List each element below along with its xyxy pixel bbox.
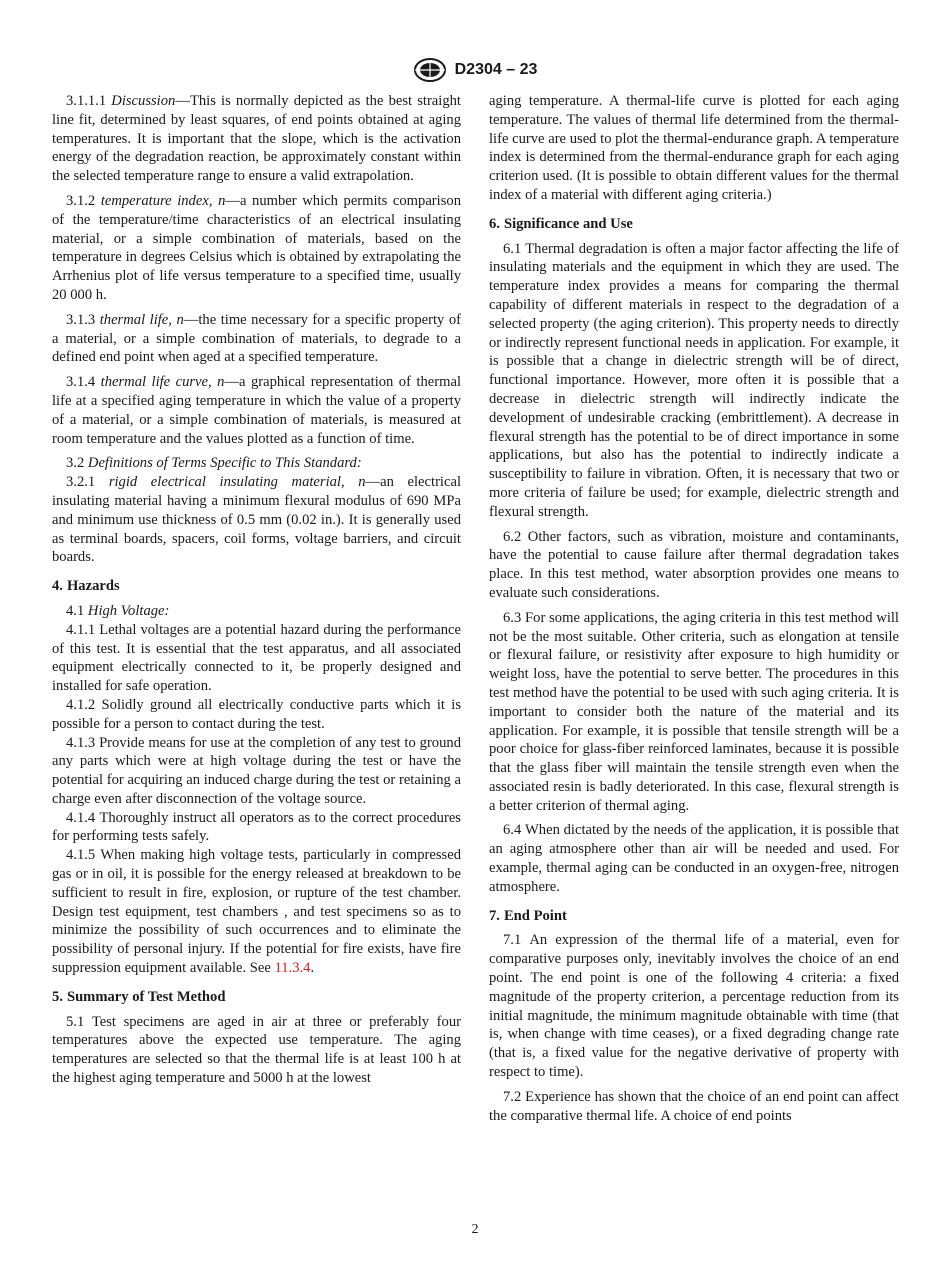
paragraph-6-2: 6.2 Other factors, such as vibration, moisture and contaminants, have the potential to cause failure after thermal degradation takes place. In this test method, water absorption provides one means to evaluate such considerations. (489, 528, 899, 601)
left-column (52, 92, 461, 1094)
astm-logo-icon (413, 58, 447, 82)
paragraph-7-1: 7.1 An expression of the thermal life of a material, even for comparative purposes only, inevitably involves the choice of an end point. The end point is one of the following 4 criteria: a fixed magnitude of the property criterion, a percentage reduction from its initial magnitude, the minimum magnitude obtainable with time (that is, when change with time ceases), or a fixed degrading change rate (that is, a fixed value for the negative derivative of property with respect to time). (489, 932, 899, 1081)
section-link-11-3-4[interactable]: 11.3.4 (274, 960, 311, 977)
paragraph-6-4: 6.4 When dictated by the needs of the application, it is possible that an aging atmosphere other than air will be needed and used. For example, thermal aging can be conducted in an oxygen-free, nitrogen atmosphere. (489, 822, 900, 895)
paragraph-6-1: 6.1 Thermal degradation is often a major factor affecting the life of insulating materials and the equipment in which they are used. The temperature index provides a means for comparing the thermal capability of different materials in respect to the degradation of a selected property (the aging criterion). This property needs to directly or indirectly represent functional needs in application. For example, it is possible that a change in dielectric strength will be of direct, functional importance. However, more often it is possible that a decrease in dielectric strength will indirectly indicate the development of undesirable cracking (embrittlement). A decrease in flexural strength has the potential to be of direct importance in some applications, but also has the potential to indirectly indicate a susceptibility to failure in vibration. Often, it is necessary that two or more criteria of failure be used; for example, dielectric strength and flexural strength. (489, 240, 899, 520)
page-number: 2 (471, 1222, 479, 1237)
section-heading-end-point: 7. End Point (489, 907, 567, 924)
paragraph-4-1-3: 4.1.3 Provide means for use at the completion of any test to ground any parts which were at high voltage during the test or have the potential for acquiring an induced charge during the test or retaining a charge even after disconnection of the voltage source. (52, 734, 461, 807)
paragraph-6-3: 6.3 For some applications, the aging criteria in this test method will not be the most suitable. Other criteria, such as elongation at tensile or flexural failure, or resistivity after exposure to high humidity or weight loss, have the potential to serve better. The procedures in this test method have the potential to be used with such aging criteria. It is important to consider both the nature of the material and its application. For example, it is possible that tensile strength will be a poor choice for glass-fiber reinforced laminates, because it is possible that the glass fiber will maintain the tensile strength even when the associated resin is badly deteriorated. In this case, flexural strength is a better criterion of thermal aging. (489, 609, 899, 814)
paragraph-3-1-4: 3.1.4 thermal life curve, n—a graphical representation of thermal life at a specified aging temperature in which the value of a property of a material, or a simple combination of materials, is measured at room temperature and the values plotted as a function of time. (52, 374, 461, 447)
document-id: D2304 – 23 (454, 61, 538, 78)
section-heading-hazards: 4. Hazards (52, 578, 120, 595)
paragraph-7-2: 7.2 Experience has shown that the choice of an end point can affect the comparative thermal life. A choice of end points (489, 1088, 899, 1124)
paragraph-3-2-1: 3.2.1 rigid electrical insulating material, n—an electrical insulating material having a minimum flexural modulus of 690 MPa and minimum use thickness of 0.5 mm (0.02 in.). It is generally used as terminal boards, spacers, coil forms, voltage barriers, and circuit boards. (52, 474, 461, 566)
paragraph-3-1-2: 3.1.2 temperature index, n—a number which permits comparison of the temperature/time characteristics of an electrical insulating material, or a simple combination of materials, based on the temperature in degrees Celsius which is obtained by extrapolating the Arrhenius plot of life versus temperature to a specified time, usually 20 000 h. (52, 192, 461, 303)
paragraph-4-1-1: 4.1.1 Lethal voltages are a potential hazard during the performance of this test. It is essential that the test apparatus, and all associated equipment electrically connected to it, be properly designed and installed for safe operation. (52, 621, 461, 695)
paragraph-4-1-4: 4.1.4 Thoroughly instruct all operators as to the correct procedures for performing tests safely. (52, 809, 461, 845)
paragraph-5-1: 5.1 Test specimens are aged in air at three or preferably four temperatures above the expected use temperature. The aging temperatures are selected so that the thermal life is at least 100 h at the highest aging temperature and 5000 h at the lowest (52, 1013, 461, 1087)
page-header (0, 57, 950, 83)
right-column (489, 92, 899, 1131)
paragraph-5-1-continued: aging temperature. A thermal-life curve is plotted for each aging temperature. The values of thermal life determined from the thermal-life curve are used to plot the thermal-endurance graph. A temperature index is determined from the thermal-endurance graph for each aging criterion used. (It is possible to obtain different values for the thermal index of a material with different aging criteria.) (489, 93, 899, 203)
paragraph-4-1-2: 4.1.2 Solidly ground all electrically conductive parts which it is possible for a person to contact during the test. (52, 696, 461, 732)
section-heading-summary-of-test-method: 5. Summary of Test Method (52, 988, 226, 1005)
paragraph-4-1-5: 4.1.5 When making high voltage tests, particularly in compressed gas or in oil, it is possible for the energy released at breakdown to be sufficient to result in fire, explosion, or rupture of the test chamber. Design test equipment, test chambers , and test specimens so as to minimize the possibility of such occurrences and to eliminate the possibility of personal injury. If the potential for fire exists, have fire suppression equipment available. See 11.3.4. (52, 847, 461, 977)
paragraph-3-1-1-1: 3.1.1.1 Discussion—This is normally depicted as the best straight line fit, determined by least squares, of end points obtained at aging temperatures. It is important that the slope, which is the activation energy of the degradation reaction, be approximately constant within the selected temperature range to ensure a valid extrapolation. (52, 93, 461, 185)
paragraph-3-1-3: 3.1.3 thermal life, n—the time necessary for a specific property of a material, or a simple combination of materials, to degrade to a defined end point when aged at a specified temperature. (52, 311, 461, 366)
paragraph-3-2: 3.2 Definitions of Terms Specific to This Standard: (66, 455, 362, 472)
section-heading-significance-and-use: 6. Significance and Use (489, 215, 633, 232)
paragraph-4-1: 4.1 High Voltage: (66, 602, 170, 619)
